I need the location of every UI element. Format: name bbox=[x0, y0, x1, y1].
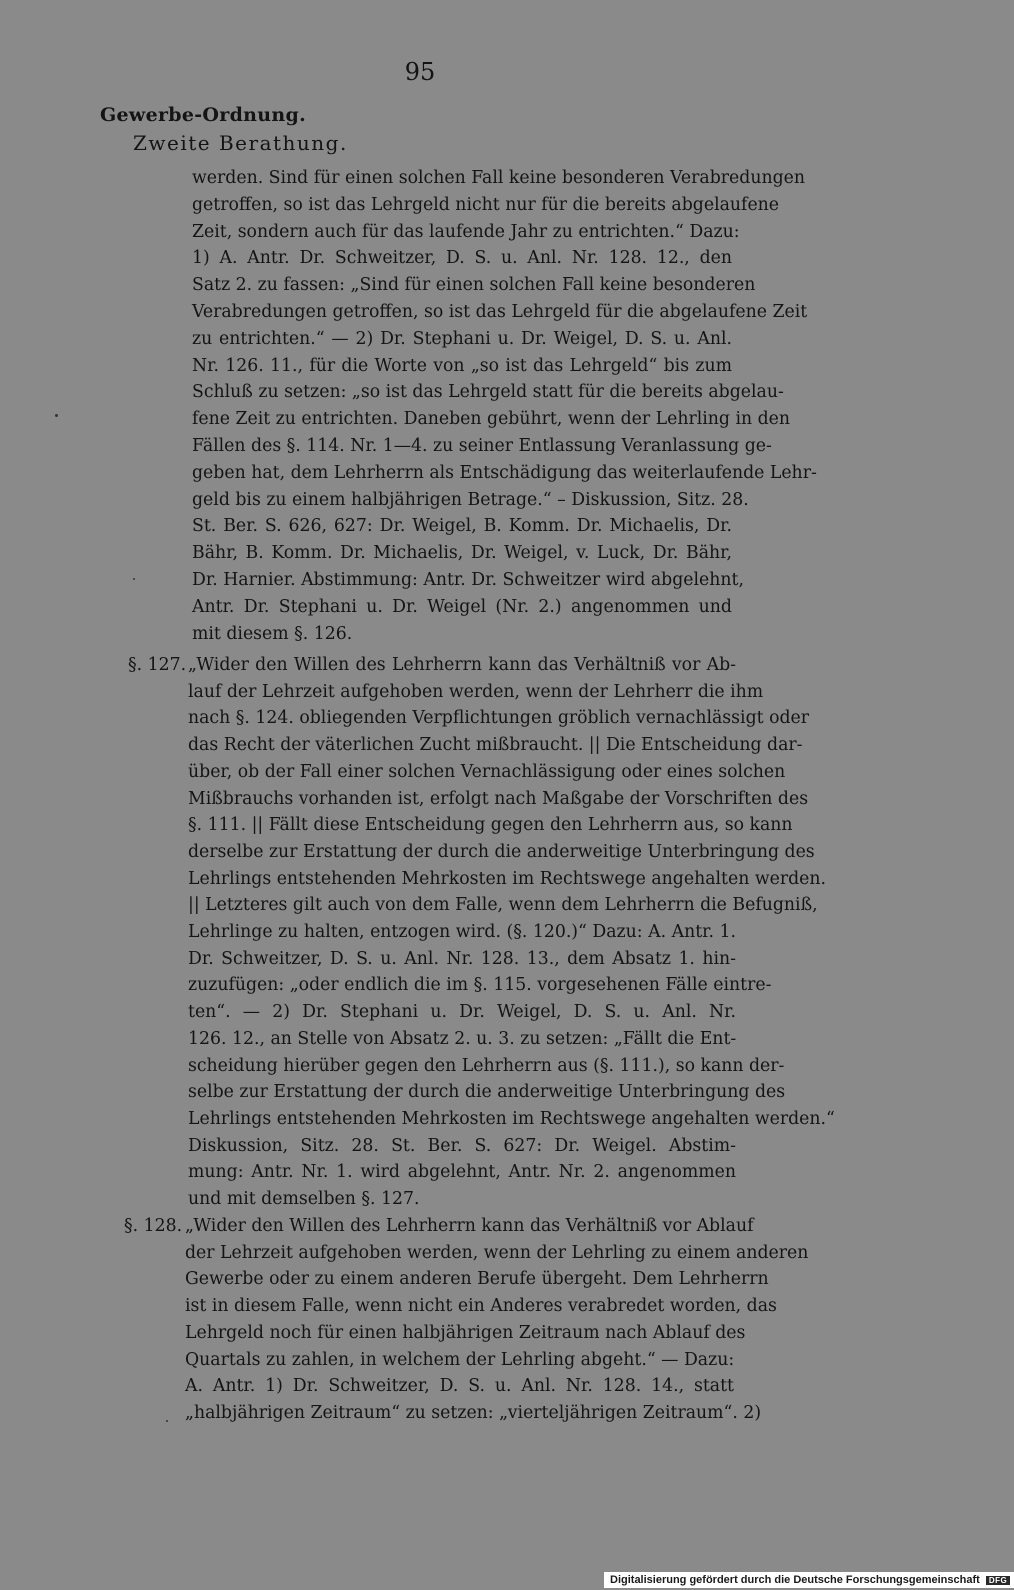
text-line: „halbjährigen Zeitraum“ zu setzen: „vierteljährigen Zeitraum“. 2) bbox=[185, 1402, 762, 1423]
scan-speck bbox=[166, 1420, 168, 1422]
text-line: scheidung hierüber gegen den Lehrherrn aus (§. 111.), so kann der- bbox=[188, 1055, 785, 1076]
text-line: ist in diesem Falle, wenn nicht ein Anderes verabredet worden, das bbox=[185, 1296, 777, 1317]
text-line: Dr. Schweitzer, D. S. u. Anl. Nr. 128. 13., dem Absatz 1. hin- bbox=[188, 948, 736, 969]
text-line: Lehrlings entstehenden Mehrkosten im Rechtswege angehalten werden.“ bbox=[188, 1108, 835, 1129]
text-line: Quartals zu zahlen, in welchem der Lehrling abgeht.“ — Dazu: bbox=[185, 1349, 735, 1370]
text-line: fene Zeit zu entrichten. Daneben gebührt, wenn der Lehrling in den bbox=[192, 409, 791, 430]
text-line: selbe zur Erstattung der durch die anderweitige Unterbringung des bbox=[188, 1082, 786, 1103]
text-line: Nr. 126. 11., für die Worte von „so ist das Lehrgeld“ bis zum bbox=[192, 355, 732, 376]
text-line: das Recht der väterlichen Zucht mißbraucht. || Die Entscheidung dar- bbox=[188, 735, 803, 756]
footer-text: Digitalisierung gefördert durch die Deutsche Forschungsgemeinschaft bbox=[610, 1574, 980, 1586]
text-line: ten“. — 2) Dr. Stephani u. Dr. Weigel, D. S. u. Anl. Nr. bbox=[188, 1002, 736, 1023]
text-line: geben hat, dem Lehrherrn als Entschädigung das weiterlaufende Lehr- bbox=[192, 462, 817, 483]
section-127-label: §. 127. bbox=[128, 655, 187, 675]
text-line: Lehrgeld noch für einen halbjährigen Zeitraum nach Ablauf des bbox=[185, 1322, 746, 1343]
text-line: Verabredungen getroffen, so ist das Lehrgeld für die abgelaufene Zeit bbox=[192, 302, 808, 322]
text-line: Antr. Dr. Stephani u. Dr. Weigel (Nr. 2.) angenommen und bbox=[192, 596, 732, 617]
text-line: derselbe zur Erstattung der durch die anderweitige Unterbringung des bbox=[188, 841, 815, 862]
scan-speck bbox=[55, 414, 58, 417]
text-line: getroffen, so ist das Lehrgeld nicht nur für die bereits abgelaufene bbox=[192, 194, 780, 215]
text-line: nach §. 124. obliegenden Verpflichtungen gröblich vernachlässigt oder bbox=[188, 708, 810, 729]
text-line: mit diesem §. 126. bbox=[192, 623, 353, 644]
subhead: Zweite Berathung. bbox=[133, 131, 348, 155]
section-128-label: §. 128. bbox=[124, 1216, 183, 1236]
text-line: Mißbrauchs vorhanden ist, erfolgt nach Maßgabe der Vorschriften des bbox=[188, 788, 809, 809]
text-line: zu entrichten.“ — 2) Dr. Stephani u. Dr. Weigel, D. S. u. Anl. bbox=[192, 328, 732, 349]
text-line: Dr. Harnier. Abstimmung: Antr. Dr. Schweitzer wird abgelehnt, bbox=[192, 570, 744, 590]
text-line: geld bis zu einem halbjährigen Betrage.“ – Diskussion, Sitz. 28. bbox=[192, 489, 749, 510]
text-line: „Wider den Willen des Lehrherrn kann das Verhältniß vor Ab- bbox=[188, 655, 736, 675]
dfg-logo: DFG bbox=[986, 1576, 1010, 1585]
text-line: Satz 2. zu fassen: „Sind für einen solchen Fall keine besonderen bbox=[192, 275, 756, 296]
text-line: St. Ber. S. 626, 627: Dr. Weigel, B. Komm. Dr. Michaelis, Dr. bbox=[192, 516, 732, 537]
scan-speck bbox=[133, 578, 135, 580]
text-line: || Letzteres gilt auch von dem Falle, wenn dem Lehrherrn die Befugniß, bbox=[188, 895, 818, 916]
text-line: über, ob der Fall einer solchen Vernachlässigung oder eines solchen bbox=[188, 761, 786, 782]
text-line: Schluß zu setzen: „so ist das Lehrgeld statt für die bereits abgelau- bbox=[192, 382, 784, 403]
text-line: Lehrlings entstehenden Mehrkosten im Rechtswege angehalten werden. bbox=[188, 868, 827, 889]
text-line: der Lehrzeit aufgehoben werden, wenn der Lehrling zu einem anderen bbox=[185, 1242, 809, 1263]
text-line: 126. 12., an Stelle von Absatz 2. u. 3. zu setzen: „Fällt die Ent- bbox=[188, 1028, 737, 1049]
text-line: Zeit, sondern auch für das laufende Jahr zu entrichten.“ Dazu: bbox=[192, 221, 740, 242]
text-line: lauf der Lehrzeit aufgehoben werden, wenn der Lehrherr die ihm bbox=[188, 681, 764, 702]
text-line: A. Antr. 1) Dr. Schweitzer, D. S. u. Anl. Nr. 128. 14., statt bbox=[185, 1376, 734, 1397]
text-line: §. 111. || Fällt diese Entscheidung gegen den Lehrherrn aus, so kann bbox=[188, 815, 793, 836]
text-line: Diskussion, Sitz. 28. St. Ber. S. 627: Dr. Weigel. Abstim- bbox=[188, 1135, 736, 1156]
text-line: und mit demselben §. 127. bbox=[188, 1189, 420, 1209]
text-line: Gewerbe oder zu einem anderen Berufe übergeht. Dem Lehrherrn bbox=[185, 1269, 769, 1290]
text-line: Lehrlinge zu halten, entzogen wird. (§. 120.)“ Dazu: A. Antr. 1. bbox=[188, 922, 736, 942]
text-line: „Wider den Willen des Lehrherrn kann das Verhältniß vor Ablauf bbox=[185, 1216, 754, 1236]
text-line: Bähr, B. Komm. Dr. Michaelis, Dr. Weigel, v. Luck, Dr. Bähr, bbox=[192, 543, 732, 564]
running-head: Gewerbe-Ordnung. bbox=[100, 104, 307, 126]
digitization-footer bbox=[604, 1572, 1014, 1588]
text-line: zuzufügen: „oder endlich die im §. 115. vorgesehenen Fälle eintre- bbox=[188, 975, 772, 996]
text-line: mung: Antr. Nr. 1. wird abgelehnt, Antr. Nr. 2. angenommen bbox=[188, 1162, 736, 1183]
text-line: 1) A. Antr. Dr. Schweitzer, D. S. u. Anl. Nr. 128. 12., den bbox=[192, 248, 732, 269]
text-line: werden. Sind für einen solchen Fall keine besonderen Verabredungen bbox=[192, 168, 806, 188]
text-line: Fällen des §. 114. Nr. 1—4. zu seiner Entlassung Veranlassung ge- bbox=[192, 436, 772, 456]
page-number: 95 bbox=[404, 58, 436, 86]
